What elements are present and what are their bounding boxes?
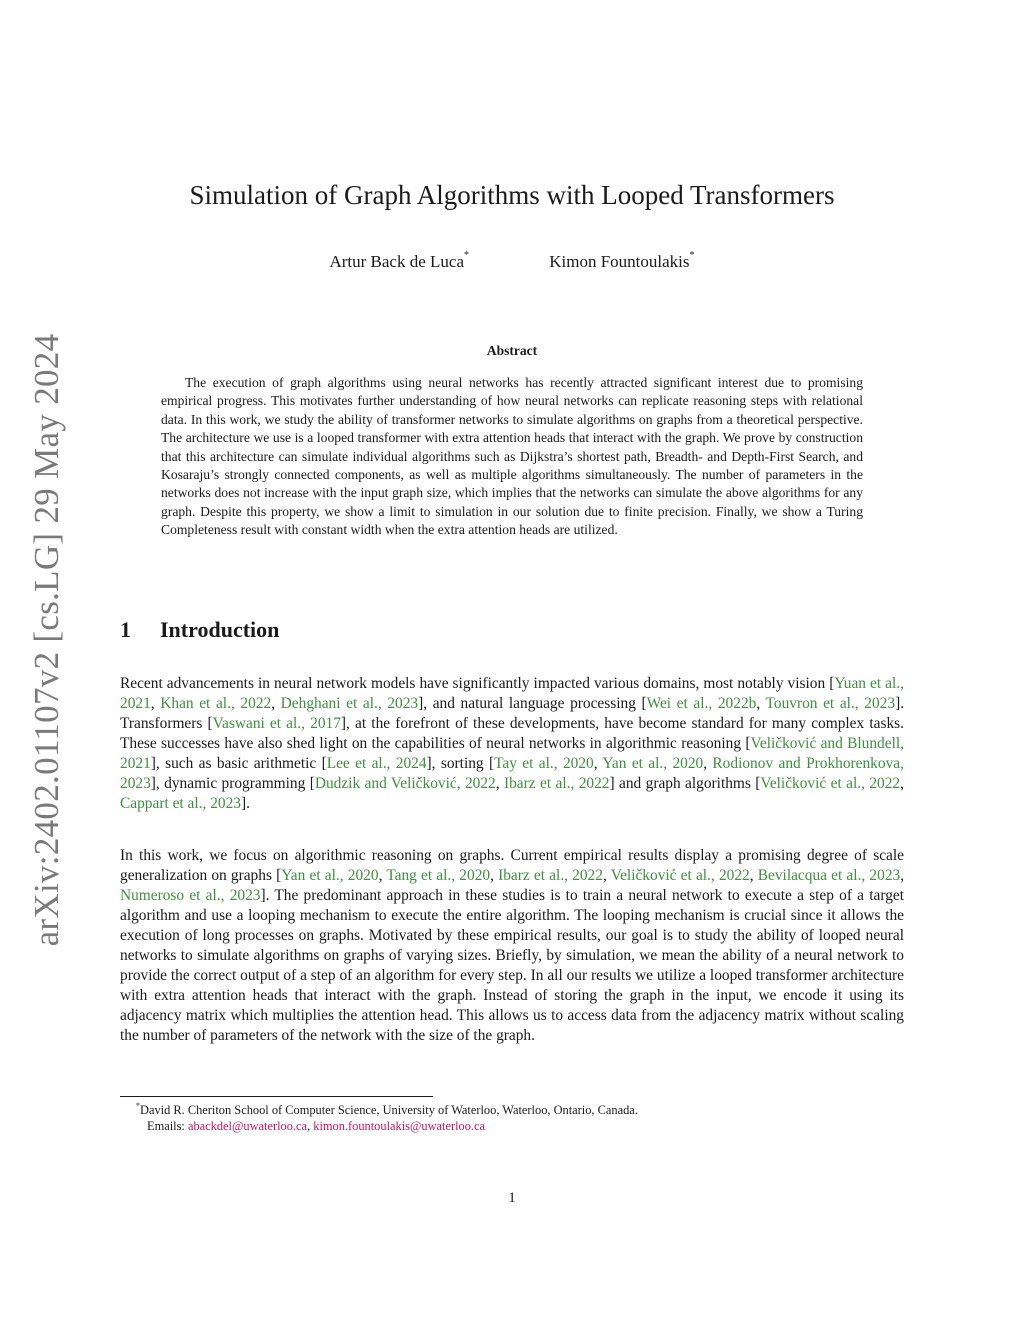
text-run: ]. Transformers [ — [120, 695, 905, 732]
citation-link[interactable]: Lee et al., 2024 — [326, 755, 427, 772]
text-run: ], and natural language processing [ — [418, 695, 647, 712]
email-link-2[interactable]: kimon.fountoulakis@uwaterloo.ca — [313, 1119, 486, 1134]
section-number: 1 — [120, 617, 131, 642]
paper-title: Simulation of Graph Algorithms with Looped Transformers — [189, 180, 835, 210]
citation-link[interactable]: Tay et al., 2020 — [494, 755, 594, 772]
text-run: ], dynamic programming [ — [150, 775, 315, 792]
abstract-text: The execution of graph algorithms using neural networks has recently attracted significant interest due to promising empirical progress. This motivates further understanding of how neural networks can replicate reasoning steps with relational data. In this work, we study the ability of transformer networks to simulate algorithms on graphs from a theoretical perspective. The architecture we use is a looped transformer with extra attention heads that interact with the graph. We prove by construction that this architecture can simulate individual algorithms such as Dijkstra’s shortest path, Breadth- and Depth-First Search, and Kosaraju’s strongly connected components, as well as multiple algorithms simultaneously. The number of parameters in the networks does not increase with the input graph size, which implies that the networks can simulate the above algorithms for any graph. Despite this property, we show a limit to simulation in our solution due to finite precision. Finally, we show a Turing Completeness result with constant width when the extra attention heads are utilized. — [161, 375, 863, 538]
citation-link[interactable]: Dehghani et al., 2023 — [280, 695, 419, 712]
citation-link[interactable]: Veličković et al., 2022 — [610, 867, 750, 884]
footnote-mark: * — [136, 1101, 140, 1110]
text-run: ]. — [240, 795, 250, 812]
citation-link[interactable]: Touvron et al., 2023 — [765, 695, 896, 712]
intro-paragraph-2: In this work, we focus on algorithmic reasoning on graphs. Current empirical results display a promising degree of scale generalization on graphs [Yan et al., 2020, Tang et al., 2020, Ibarz et al., 2022, Veličković et al., 2022, Bevilacqua et al., 2023, Numeroso et al., 2023]. The predominant approach in these studies is to train a neural network to execute a step of a target algorithm and use a looping mechanism to execute the entire algorithm. The looping mechanism is crucial since it allows the execution of long processes on graphs. Motivated by these empirical results, our goal is to study the ability of looped neural networks to simulate algorithms on graphs of varying sizes. Briefly, by simulation, we mean the ability of a neural network to provide the correct output of a step of an algorithm for every step. In all our results we utilize a looped transformer architecture with extra attention heads that interact with the graph. Instead of storing the graph in the input, we encode it using its adjacency matrix which multiplies the attention head. This allows us to access data from the adjacency matrix without scaling the number of parameters of the network with the size of the graph. — [120, 847, 905, 1044]
footnote-affiliation-line — [136, 1099, 638, 1118]
arxiv-identifier-stamp[interactable]: arXiv:2402.01107v2 [cs.LG] 29 May 2024 — [27, 333, 66, 947]
text-run: ], such as basic arithmetic [ — [150, 755, 327, 772]
citation-link[interactable]: Tang et al., 2020 — [386, 867, 491, 884]
footnote — [136, 1099, 638, 1134]
citation-link[interactable]: Ibarz et al., 2022 — [503, 775, 610, 792]
section-title: Introduction — [160, 617, 280, 642]
text-run: ] and graph algorithms [ — [609, 775, 761, 792]
citation-link[interactable]: Veličković et al., 2022 — [760, 775, 901, 792]
citation-link[interactable]: Rodionov and Prokhorenkova, 2023 — [120, 755, 904, 792]
footnote-divider — [120, 1096, 433, 1097]
citation-link[interactable]: Numeroso et al., 2023 — [120, 887, 261, 904]
author-2 — [549, 252, 694, 272]
author-list — [0, 252, 1024, 272]
text-run: ], sorting [ — [426, 755, 495, 772]
citation-link[interactable]: Khan et al., 2022 — [160, 695, 272, 712]
author-2-footnote-mark[interactable]: * — [689, 250, 695, 261]
footnote-emails-line: Emails: abackdel@uwaterloo.ca, kimon.fountoulakis@uwaterloo.ca — [147, 1119, 486, 1134]
page-number: 1 — [508, 1190, 516, 1206]
text-run: ]. The predominant approach in these studies is to train a neural network to execute a step of a target algorithm and use a looping mechanism to execute the entire algorithm. The looping mechanism is crucial since it allows the execution of long processes on graphs. Motivated by these empirical results, our goal is to study the ability of looped neural networks to simulate algorithms on graphs of varying sizes. Briefly, by simulation, we mean the ability of a neural network to provide the correct output of a step of an algorithm for every step. In all our results we utilize a looped transformer architecture with extra attention heads that interact with the graph. Instead of storing the graph in the input, we encode it using its adjacency matrix which multiplies the attention head. This allows us to access data from the adjacency matrix without scaling the number of parameters of the network with the size of the graph. — [120, 887, 904, 1044]
citation-link[interactable]: Wei et al., 2022b — [646, 695, 757, 712]
footnote-affiliation: David R. Cheriton School of Computer Science, University of Waterloo, Waterloo, Ontario, Canada. — [140, 1103, 638, 1118]
citation-link[interactable]: Cappart et al., 2023 — [120, 795, 241, 812]
emails-label: Emails: — [147, 1119, 185, 1134]
section-heading-introduction — [120, 617, 279, 643]
text-run: In this work, we focus on algorithmic reasoning on graphs. Current empirical results display a promising degree of scale generalization on graphs [ — [120, 847, 904, 884]
text-run: ], at the forefront of these developments, have become standard for many complex tasks. These successes have also shed light on the capabilities of neural networks in algorithmic reasoning [ — [120, 715, 904, 752]
citation-link[interactable]: Yan et al., 2020 — [602, 755, 704, 772]
citation-link[interactable]: Dudzik and Veličković, 2022 — [314, 775, 496, 792]
text-run: Recent advancements in neural network models have significantly impacted various domains, most notably vision [ — [120, 675, 835, 692]
author-1-name: Artur Back de Luca — [329, 252, 464, 271]
author-1-footnote-mark[interactable]: * — [464, 250, 469, 261]
email-link-1[interactable]: abackdel@uwaterloo.ca — [187, 1119, 308, 1134]
citation-link[interactable]: Yuan et al., 2021 — [120, 675, 904, 712]
citation-link[interactable]: Ibarz et al., 2022 — [498, 867, 603, 884]
citation-link[interactable]: Veličković and Blundell, 2021 — [120, 735, 904, 772]
author-2-name: Kimon Fountoulakis — [549, 252, 690, 271]
citation-link[interactable]: Bevilacqua et al., 2023 — [757, 867, 901, 884]
author-1 — [329, 252, 469, 272]
citation-link[interactable]: Vaswani et al., 2017 — [212, 715, 341, 732]
intro-paragraph-1: Recent advancements in neural network models have significantly impacted various domains, most notably vision [Yuan et al., 2021, Khan et al., 2022, Dehghani et al., 2023], and natural language processing [Wei et al., 2022b, Touvron et al., 2023]. Transformers [Vaswani et al., 2017], at the forefront of these developments, have become standard for many complex tasks. These successes have also shed light on the capabilities of neural networks in algorithmic reasoning [Veličković and Blundell, 2021], such as basic arithmetic [Lee et al., 2024], sorting [Tay et al., 2020, Yan et al., 2020, Rodionov and Prokhorenkova, 2023], dynamic programming [Dudzik and Veličković, 2022, Ibarz et al., 2022] and graph algorithms [Veličković et al., 2022, Cappart et al., 2023]. — [120, 675, 905, 812]
citation-link[interactable]: Yan et al., 2020 — [281, 867, 379, 884]
abstract-heading: Abstract — [486, 343, 538, 358]
